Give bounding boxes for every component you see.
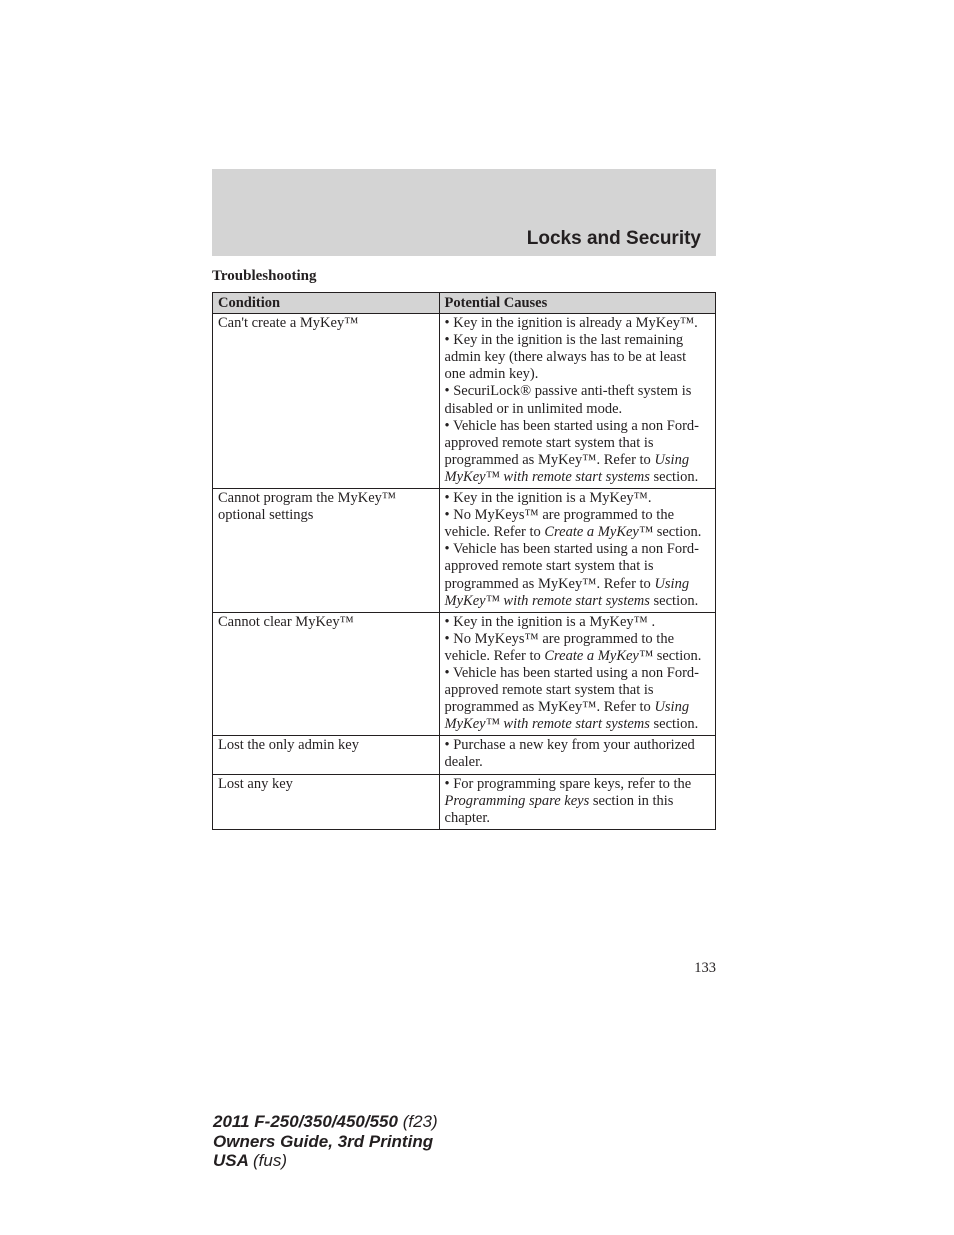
causes-cell — [439, 314, 715, 489]
causes-cell — [439, 612, 715, 736]
cause-bullet — [445, 490, 710, 507]
cause-reference-text: Create a MyKey™ — [544, 524, 654, 541]
cause-bullet — [445, 737, 710, 771]
column-header-condition: Condition — [213, 293, 440, 314]
cause-bullet — [445, 614, 710, 631]
cause-text: section. — [649, 592, 699, 609]
cause-bullet — [445, 507, 710, 541]
cause-bullet — [445, 383, 710, 417]
cause-text: section in this chapter. — [444, 792, 674, 826]
table-body — [213, 314, 716, 830]
cause-text: section. — [653, 524, 702, 541]
cause-bullet — [445, 418, 710, 486]
cause-text: section. — [653, 647, 702, 664]
causes-cell — [439, 736, 715, 774]
condition-cell: Cannot program the MyKey™ optional settings — [213, 489, 440, 613]
section-heading: Troubleshooting — [212, 268, 317, 284]
footer-model: 2011 F-250/350/450/550 — [213, 1112, 398, 1131]
table-row — [213, 774, 716, 829]
document-footer — [213, 1112, 438, 1171]
cause-text: • No MyKeys™ are programmed to the vehicle. Refer to — [444, 630, 675, 664]
troubleshooting-table — [212, 292, 716, 830]
condition-cell: Cannot clear MyKey™ — [213, 612, 440, 736]
table-header-row — [213, 293, 716, 314]
table-row — [213, 612, 716, 736]
cause-text: • SecuriLock® passive anti-theft system is disabled or in unlimited mode. — [444, 383, 692, 417]
cause-text: • Key in the ignition is the last remaining admin key (there always has to be at least one admin key). — [444, 332, 687, 383]
footer-model-code: (f23) — [402, 1112, 438, 1131]
cause-text: • Vehicle has been started using a non Ford-approved remote start system that is programmed as MyKey™. Refer to — [444, 417, 700, 468]
cause-bullet — [445, 631, 710, 665]
footer-line-region — [213, 1151, 438, 1171]
cause-text: section. — [649, 468, 699, 485]
cause-text: section. — [649, 716, 699, 733]
cause-text: • Key in the ignition is a MyKey™. — [444, 490, 652, 507]
condition-cell: Lost the only admin key — [213, 736, 440, 774]
condition-cell: Lost any key — [213, 774, 440, 829]
cause-bullet — [445, 315, 710, 332]
table-row — [213, 736, 716, 774]
condition-cell: Can't create a MyKey™ — [213, 314, 440, 489]
cause-text: • Purchase a new key from your authorized dealer. — [444, 737, 695, 771]
cause-text: • Key in the ignition is already a MyKey™. — [444, 315, 698, 332]
cause-text: • Vehicle has been started using a non Ford-approved remote start system that is programmed as MyKey™. Refer to — [444, 541, 700, 592]
chapter-title: Locks and Security — [526, 228, 701, 249]
footer-region-code: (fus) — [253, 1151, 287, 1170]
cause-text: • No MyKeys™ are programmed to the vehicle. Refer to — [444, 507, 675, 541]
page-number: 133 — [694, 960, 716, 976]
cause-reference-text: Using MyKey™ with remote start systems — [444, 575, 690, 609]
cause-reference-text: Using MyKey™ with remote start systems — [444, 699, 690, 733]
cause-bullet — [445, 665, 710, 733]
cause-text: • Vehicle has been started using a non Ford-approved remote start system that is programmed as MyKey™. Refer to — [444, 664, 700, 716]
cause-text: • For programming spare keys, refer to the — [444, 775, 692, 792]
chapter-header-band — [212, 169, 716, 256]
footer-region: USA — [213, 1151, 249, 1170]
column-header-potential-causes: Potential Causes — [439, 293, 715, 314]
cause-text: • Key in the ignition is a MyKey™ . — [444, 613, 656, 630]
cause-reference-text: Using MyKey™ with remote start systems — [444, 451, 690, 485]
table-row — [213, 489, 716, 613]
table-row — [213, 314, 716, 489]
footer-line-edition: Owners Guide, 3rd Printing — [213, 1131, 434, 1151]
cause-bullet — [445, 541, 710, 609]
cause-bullet — [445, 332, 710, 383]
causes-cell — [439, 774, 715, 829]
cause-bullet — [445, 776, 710, 827]
footer-line-model — [213, 1112, 438, 1132]
cause-reference-text: Create a MyKey™ — [544, 647, 654, 664]
causes-cell — [439, 489, 715, 613]
cause-reference-text: Programming spare keys — [444, 792, 590, 809]
